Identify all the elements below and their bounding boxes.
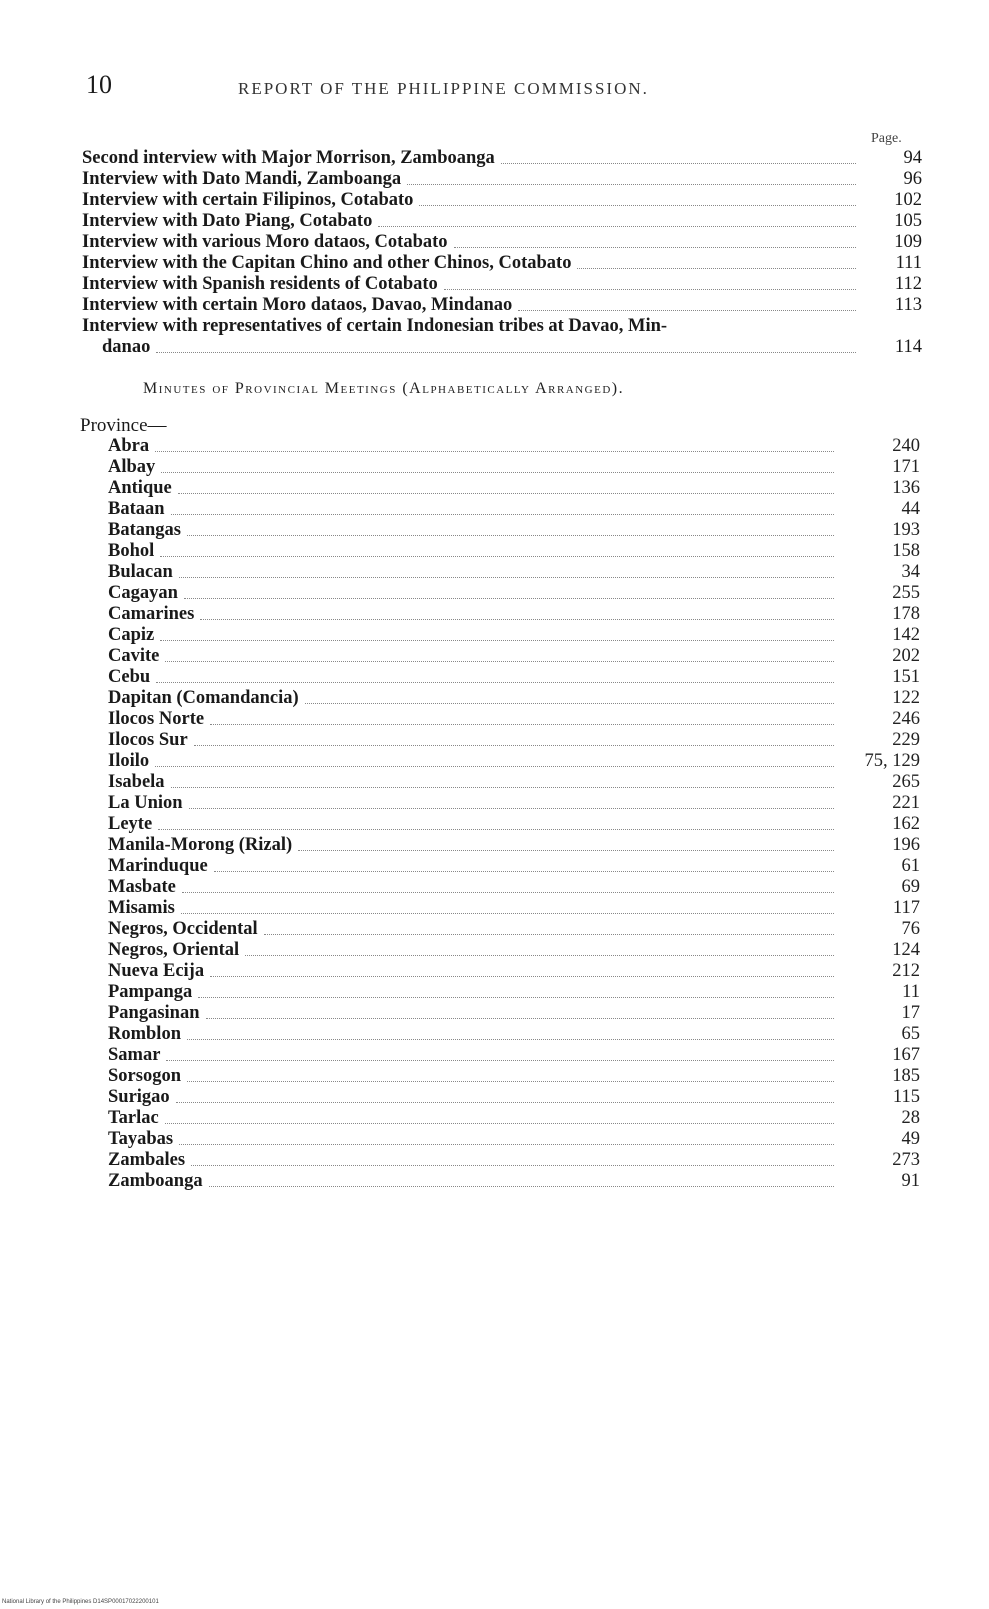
dot-leader <box>378 225 856 227</box>
province-page: 115 <box>892 1087 920 1107</box>
province-page: 158 <box>892 541 920 561</box>
province-page: 171 <box>892 457 920 477</box>
toc-entry-continuation: danao <box>102 337 151 357</box>
province-row <box>108 877 920 898</box>
province-page: 273 <box>892 1150 920 1170</box>
dot-leader <box>518 309 856 311</box>
province-name: La Union <box>108 793 183 813</box>
province-row <box>108 1024 920 1045</box>
province-page: 202 <box>892 646 920 666</box>
toc-entry <box>82 190 922 211</box>
dot-leader <box>206 1017 834 1019</box>
province-page: 11 <box>902 982 920 1002</box>
province-name: Negros, Occidental <box>108 919 258 939</box>
province-row <box>108 688 920 709</box>
province-row <box>108 1045 920 1066</box>
province-name: Pampanga <box>108 982 193 1002</box>
dot-leader <box>298 849 834 851</box>
province-page: 255 <box>892 583 920 603</box>
province-name: Capiz <box>108 625 155 645</box>
province-page: 17 <box>901 1003 920 1023</box>
province-row <box>108 1003 920 1024</box>
toc-entry <box>82 274 922 295</box>
toc-list <box>82 148 922 358</box>
province-page: 69 <box>901 877 920 897</box>
page-column-label: Page. <box>871 131 902 146</box>
province-page: 122 <box>892 688 920 708</box>
toc-entry <box>82 148 922 169</box>
dot-leader <box>171 513 834 515</box>
toc-entry-title: Interview with certain Filipinos, Cotabato <box>82 190 414 210</box>
province-row <box>108 940 920 961</box>
province-name: Dapitan (Comandancia) <box>108 688 299 708</box>
page-number: 10 <box>86 70 112 99</box>
province-page: 136 <box>892 478 920 498</box>
province-row <box>108 730 920 751</box>
province-name: Tayabas <box>108 1129 174 1149</box>
province-name: Nueva Ecija <box>108 961 205 981</box>
province-name: Romblon <box>108 1024 181 1044</box>
dot-leader <box>155 765 834 767</box>
toc-entry-title: Interview with Dato Piang, Cotabato <box>82 211 373 231</box>
province-name: Cebu <box>108 667 151 687</box>
province-page: 240 <box>892 436 920 456</box>
province-row <box>108 667 920 688</box>
toc-entry-page: 109 <box>894 232 922 252</box>
running-head: REPORT OF THE PHILIPPINE COMMISSION. <box>238 79 649 98</box>
province-row <box>108 835 920 856</box>
province-name: Abra <box>108 436 150 456</box>
province-row <box>108 1129 920 1150</box>
dot-leader <box>166 1059 834 1061</box>
dot-leader <box>155 450 834 452</box>
dot-leader <box>165 1122 834 1124</box>
province-page: 49 <box>901 1129 920 1149</box>
province-name: Leyte <box>108 814 153 834</box>
province-row <box>108 604 920 625</box>
province-name: Zamboanga <box>108 1171 203 1191</box>
province-name: Pangasinan <box>108 1003 200 1023</box>
dot-leader <box>189 807 834 809</box>
toc-entry-page: 102 <box>894 190 922 210</box>
province-page: 229 <box>892 730 920 750</box>
dot-leader <box>156 351 856 353</box>
province-name: Cagayan <box>108 583 178 603</box>
province-name: Manila-Morong (Rizal) <box>108 835 293 855</box>
province-row <box>108 583 920 604</box>
toc-entry <box>82 169 922 190</box>
province-page: 162 <box>892 814 920 834</box>
toc-entry-page: 94 <box>903 148 922 168</box>
province-row <box>108 1150 920 1171</box>
province-row <box>108 520 920 541</box>
footer-credit: National Library of the Philippines D14SP00017022200101 <box>2 1599 159 1605</box>
province-row <box>108 709 920 730</box>
toc-entry-title: Interview with Spanish residents of Cotabato <box>82 274 438 294</box>
province-page: 246 <box>892 709 920 729</box>
toc-entry-page: 111 <box>895 253 922 273</box>
province-page: 265 <box>892 772 920 792</box>
dot-leader <box>179 1143 834 1145</box>
province-row <box>108 856 920 877</box>
province-name: Masbate <box>108 877 176 897</box>
province-name: Bataan <box>108 499 165 519</box>
province-page: 75, 129 <box>864 751 920 771</box>
province-page: 196 <box>892 835 920 855</box>
province-page: 178 <box>892 604 920 624</box>
toc-entry-title: Second interview with Major Morrison, Zamboanga <box>82 148 495 168</box>
province-page: 117 <box>892 898 920 918</box>
province-row <box>108 562 920 583</box>
dot-leader <box>181 912 834 914</box>
dot-leader <box>214 870 834 872</box>
province-page: 61 <box>901 856 920 876</box>
dot-leader <box>158 828 834 830</box>
province-name: Batangas <box>108 520 181 540</box>
province-row <box>108 961 920 982</box>
dot-leader <box>209 1185 834 1187</box>
toc-entry-title: Interview with the Capitan Chino and other Chinos, Cotabato <box>82 253 572 273</box>
province-name: Tarlac <box>108 1108 159 1128</box>
dot-leader <box>577 267 856 269</box>
province-page: 44 <box>901 499 920 519</box>
province-row <box>108 982 920 1003</box>
province-row <box>108 478 920 499</box>
province-name: Ilocos Sur <box>108 730 188 750</box>
dot-leader <box>245 954 834 956</box>
province-page: 193 <box>892 520 920 540</box>
province-row <box>108 898 920 919</box>
province-name: Zambales <box>108 1150 186 1170</box>
dot-leader <box>161 471 834 473</box>
province-row <box>108 814 920 835</box>
province-list <box>108 436 920 1213</box>
province-name: Bohol <box>108 541 155 561</box>
province-page: 151 <box>892 667 920 687</box>
toc-entry-title: Interview with certain Moro dataos, Davao, Mindanao <box>82 295 513 315</box>
dot-leader <box>198 996 834 998</box>
province-page: 212 <box>892 961 920 981</box>
dot-leader <box>187 1080 834 1082</box>
province-label: Province— <box>80 415 167 436</box>
province-page: 34 <box>901 562 920 582</box>
province-page: 167 <box>892 1045 920 1065</box>
province-row <box>108 1171 920 1192</box>
province-row <box>108 457 920 478</box>
province-page: 124 <box>892 940 920 960</box>
toc-entry-title: Interview with various Moro dataos, Cotabato <box>82 232 448 252</box>
dot-leader <box>178 492 834 494</box>
province-row <box>108 541 920 562</box>
province-name: Cavite <box>108 646 160 666</box>
province-page: 221 <box>892 793 920 813</box>
toc-entry-page: 112 <box>894 274 922 294</box>
section-heading: Minutes of Provincial Meetings (Alphabetically Arranged). <box>143 380 625 397</box>
province-row <box>108 1087 920 1108</box>
province-page: 65 <box>901 1024 920 1044</box>
dot-leader <box>200 618 834 620</box>
province-row <box>108 1066 920 1087</box>
province-name: Camarines <box>108 604 195 624</box>
dot-leader <box>210 975 834 977</box>
toc-entry <box>82 211 922 232</box>
toc-entry-page: 96 <box>903 169 922 189</box>
province-row <box>108 793 920 814</box>
toc-entry-continuation-row <box>82 337 922 358</box>
toc-entry <box>82 316 922 337</box>
dot-leader <box>305 702 834 704</box>
province-name: Bulacan <box>108 562 173 582</box>
province-row <box>108 1108 920 1129</box>
province-name: Isabela <box>108 772 165 792</box>
dot-leader <box>454 246 856 248</box>
province-name: Antique <box>108 478 172 498</box>
province-name: Samar <box>108 1045 161 1065</box>
dot-leader <box>191 1164 834 1166</box>
province-name: Iloilo <box>108 751 150 771</box>
province-name: Sorsogon <box>108 1066 181 1086</box>
province-page: 76 <box>901 919 920 939</box>
dot-leader <box>210 723 834 725</box>
toc-entry-page: 114 <box>894 337 922 357</box>
province-name: Negros, Oriental <box>108 940 240 960</box>
toc-entry-page: 113 <box>894 295 922 315</box>
dot-leader <box>194 744 834 746</box>
province-row <box>108 772 920 793</box>
province-name: Ilocos Norte <box>108 709 205 729</box>
province-page: 142 <box>892 625 920 645</box>
province-row <box>108 436 920 457</box>
province-row <box>108 919 920 940</box>
dot-leader <box>264 933 834 935</box>
dot-leader <box>165 660 834 662</box>
toc-entry <box>82 253 922 274</box>
dot-leader <box>156 681 834 683</box>
province-page: 28 <box>901 1108 920 1128</box>
province-row <box>108 625 920 646</box>
province-row <box>108 646 920 667</box>
dot-leader <box>179 576 834 578</box>
province-row <box>108 499 920 520</box>
toc-entry <box>82 232 922 253</box>
province-page: 185 <box>892 1066 920 1086</box>
province-row <box>108 1192 920 1213</box>
dot-leader <box>184 597 834 599</box>
dot-leader <box>171 786 834 788</box>
province-name: Albay <box>108 457 156 477</box>
dot-leader <box>160 639 834 641</box>
province-name: Surigao <box>108 1087 170 1107</box>
dot-leader <box>187 1038 834 1040</box>
dot-leader <box>501 162 856 164</box>
toc-entry-title: Interview with Dato Mandi, Zamboanga <box>82 169 402 189</box>
dot-leader <box>444 288 856 290</box>
dot-leader <box>182 891 834 893</box>
dot-leader <box>419 204 856 206</box>
toc-entry-page: 105 <box>894 211 922 231</box>
dot-leader <box>407 183 856 185</box>
province-name: Marinduque <box>108 856 208 876</box>
province-name: Misamis <box>108 898 175 918</box>
province-page: 91 <box>901 1171 920 1191</box>
province-row <box>108 751 920 772</box>
toc-entry <box>82 295 922 316</box>
dot-leader <box>187 534 834 536</box>
dot-leader <box>176 1101 834 1103</box>
dot-leader <box>160 555 834 557</box>
toc-entry-title: Interview with representatives of certain Indonesian tribes at Davao, Min- <box>82 316 668 336</box>
